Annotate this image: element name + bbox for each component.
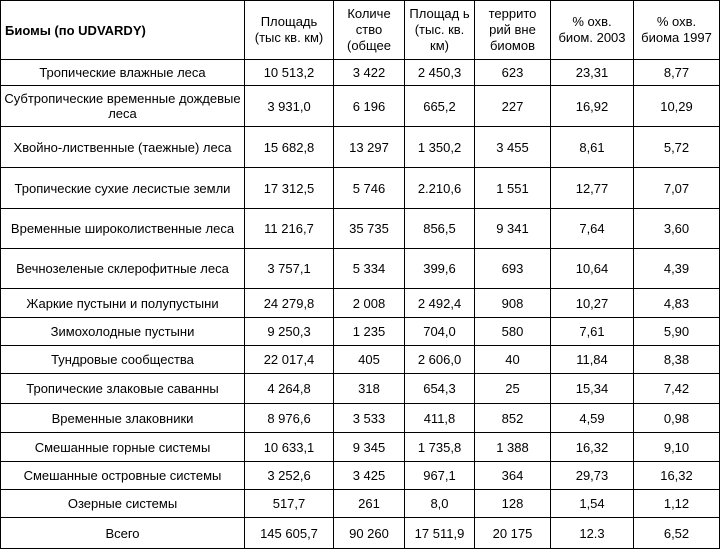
table-row <box>1 462 720 490</box>
table-cell: 704,0 <box>405 318 475 346</box>
table-cell: 90 260 <box>334 518 405 549</box>
table-cell: 1 551 <box>475 168 551 209</box>
table-cell: 16,32 <box>551 433 634 462</box>
table-cell: 3,60 <box>634 209 720 249</box>
table-cell: 852 <box>475 404 551 433</box>
corner-header: Биомы (по UDVARDY) <box>1 1 245 60</box>
table-cell: 3 252,6 <box>245 462 334 490</box>
table-cell: 908 <box>475 289 551 318</box>
table-cell: 1,54 <box>551 490 634 518</box>
table-cell: 1 350,2 <box>405 127 475 168</box>
table-cell: 3 425 <box>334 462 405 490</box>
table-cell: 17 312,5 <box>245 168 334 209</box>
table-row <box>1 127 720 168</box>
table-cell: 15,34 <box>551 374 634 404</box>
table-cell: 405 <box>334 346 405 374</box>
biome-name: Тундровые сообщества <box>1 346 245 374</box>
table-cell: 1,12 <box>634 490 720 518</box>
table-cell: 4 264,8 <box>245 374 334 404</box>
table-cell: 7,61 <box>551 318 634 346</box>
table-cell: 4,83 <box>634 289 720 318</box>
table-cell: 3 757,1 <box>245 249 334 289</box>
table-cell: 128 <box>475 490 551 518</box>
table-cell: 7,07 <box>634 168 720 209</box>
table-cell: 23,31 <box>551 60 634 86</box>
table-cell: 29,73 <box>551 462 634 490</box>
table-cell: 7,42 <box>634 374 720 404</box>
table-cell: 5 746 <box>334 168 405 209</box>
table-cell: 5,90 <box>634 318 720 346</box>
biome-name: Смешанные горные системы <box>1 433 245 462</box>
table-cell: 3 533 <box>334 404 405 433</box>
table-cell: 40 <box>475 346 551 374</box>
biome-name: Временные широколиственные леса <box>1 209 245 249</box>
table-row <box>1 60 720 86</box>
table-cell: 856,5 <box>405 209 475 249</box>
table-cell: 12,77 <box>551 168 634 209</box>
table-cell: 16,32 <box>634 462 720 490</box>
table-cell: 2 008 <box>334 289 405 318</box>
table-cell: 35 735 <box>334 209 405 249</box>
table-cell: 12.3 <box>551 518 634 549</box>
table-cell: 3 455 <box>475 127 551 168</box>
biome-name: Смешанные островные системы <box>1 462 245 490</box>
biome-name: Тропические влажные леса <box>1 60 245 86</box>
table-cell: 967,1 <box>405 462 475 490</box>
table-cell: 9 345 <box>334 433 405 462</box>
biome-name: Хвойно-лиственные (таежные) леса <box>1 127 245 168</box>
table-cell: 1 388 <box>475 433 551 462</box>
table-cell: 227 <box>475 86 551 127</box>
table-row <box>1 318 720 346</box>
table-cell: 4,59 <box>551 404 634 433</box>
table-cell: 665,2 <box>405 86 475 127</box>
table-cell: 11 216,7 <box>245 209 334 249</box>
table-cell: 1 735,8 <box>405 433 475 462</box>
table-cell: 8,61 <box>551 127 634 168</box>
table-cell: 1 235 <box>334 318 405 346</box>
table-row <box>1 518 720 549</box>
table-row <box>1 404 720 433</box>
column-header: террито рий вне биомов <box>475 1 551 60</box>
table-cell: 654,3 <box>405 374 475 404</box>
table-cell: 22 017,4 <box>245 346 334 374</box>
table-cell: 3 931,0 <box>245 86 334 127</box>
table-cell: 25 <box>475 374 551 404</box>
table-cell: 2 450,3 <box>405 60 475 86</box>
table-cell: 20 175 <box>475 518 551 549</box>
table-cell: 2 606,0 <box>405 346 475 374</box>
table-cell: 9,10 <box>634 433 720 462</box>
table-row <box>1 209 720 249</box>
table-cell: 5 334 <box>334 249 405 289</box>
table-row <box>1 289 720 318</box>
table-cell: 8,38 <box>634 346 720 374</box>
biome-name: Жаркие пустыни и полупустыни <box>1 289 245 318</box>
table-cell: 623 <box>475 60 551 86</box>
table-cell: 10,27 <box>551 289 634 318</box>
table-cell: 0,98 <box>634 404 720 433</box>
biome-name: Тропические сухие лесистые земли <box>1 168 245 209</box>
biome-name: Озерные системы <box>1 490 245 518</box>
column-header: Площадь (тыс кв. км) <box>245 1 334 60</box>
table-row <box>1 346 720 374</box>
table-cell: 3 422 <box>334 60 405 86</box>
table-cell: 13 297 <box>334 127 405 168</box>
table-cell: 318 <box>334 374 405 404</box>
column-header: Площад ь (тыс. кв. км) <box>405 1 475 60</box>
table-cell: 5,72 <box>634 127 720 168</box>
table-row <box>1 86 720 127</box>
table-cell: 24 279,8 <box>245 289 334 318</box>
table-row <box>1 433 720 462</box>
table-cell: 364 <box>475 462 551 490</box>
column-header: % охв. биома 1997 <box>634 1 720 60</box>
table-cell: 2.210,6 <box>405 168 475 209</box>
table-cell: 8,77 <box>634 60 720 86</box>
table-body <box>1 60 720 549</box>
biome-name: Зимохолодные пустыни <box>1 318 245 346</box>
table-cell: 9 341 <box>475 209 551 249</box>
table-cell: 10 513,2 <box>245 60 334 86</box>
table-row <box>1 374 720 404</box>
biome-name: Тропические злаковые саванны <box>1 374 245 404</box>
table-cell: 399,6 <box>405 249 475 289</box>
table-cell: 261 <box>334 490 405 518</box>
biome-name: Субтропические временные дождевые леса <box>1 86 245 127</box>
table-cell: 145 605,7 <box>245 518 334 549</box>
column-header: % охв. биом. 2003 <box>551 1 634 60</box>
table-cell: 411,8 <box>405 404 475 433</box>
table-cell: 517,7 <box>245 490 334 518</box>
table-cell: 8 976,6 <box>245 404 334 433</box>
table-cell: 8,0 <box>405 490 475 518</box>
table-cell: 9 250,3 <box>245 318 334 346</box>
column-header: Количе ство (общее <box>334 1 405 60</box>
table-row <box>1 168 720 209</box>
biome-name: Всего <box>1 518 245 549</box>
table-row <box>1 490 720 518</box>
table-cell: 6,52 <box>634 518 720 549</box>
table-cell: 4,39 <box>634 249 720 289</box>
table-cell: 2 492,4 <box>405 289 475 318</box>
header-row <box>1 1 720 60</box>
table-cell: 10,64 <box>551 249 634 289</box>
biome-name: Вечнозеленые склерофитные леса <box>1 249 245 289</box>
table-cell: 11,84 <box>551 346 634 374</box>
table-row <box>1 249 720 289</box>
table-cell: 16,92 <box>551 86 634 127</box>
table-cell: 693 <box>475 249 551 289</box>
biome-name: Временные злаковники <box>1 404 245 433</box>
table-cell: 10 633,1 <box>245 433 334 462</box>
table-cell: 15 682,8 <box>245 127 334 168</box>
table-cell: 17 511,9 <box>405 518 475 549</box>
table-cell: 7,64 <box>551 209 634 249</box>
table-cell: 10,29 <box>634 86 720 127</box>
table-cell: 580 <box>475 318 551 346</box>
table-cell: 6 196 <box>334 86 405 127</box>
